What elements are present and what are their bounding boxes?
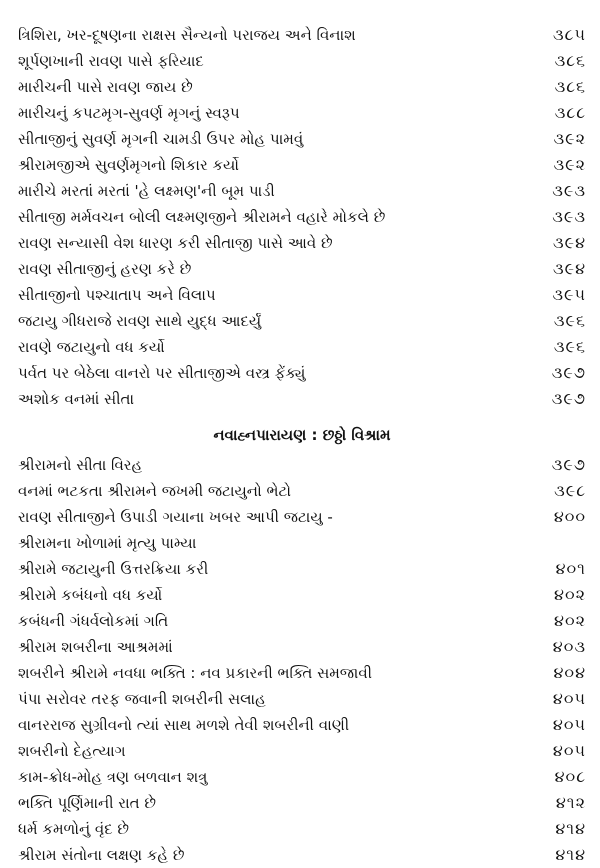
entry-page-number: ૩૯૩ xyxy=(552,181,586,200)
section-heading: નવાહ્નપારાયણ : છઠ્ઠો વિશ્રામ xyxy=(213,426,391,444)
entry-title: શબરીનો દેહત્યાગ xyxy=(18,742,126,760)
entry-title: પર્વત પર બેઠેલા વાનરો પર સીતાજીએ વસ્ત્ર ફેંક્યું xyxy=(18,364,306,382)
entry-title: ધર્મ કમળોનું વૃંદ છે xyxy=(18,820,130,838)
contents-entry xyxy=(18,282,586,308)
contents-entry xyxy=(18,152,586,178)
contents-entry xyxy=(18,660,586,686)
entry-title: રાવણ સીતાજીને ઉપાડી ગયાના ખબર આપી જટાયુ - xyxy=(18,508,333,526)
contents-entry xyxy=(18,556,586,582)
contents-list-section-1 xyxy=(18,22,586,412)
entry-title: કબંધની ગંધર્વલોકમાં ગતિ xyxy=(18,612,169,630)
entry-title: શ્રીરામે જટાયુની ઉત્તરક્રિયા કરી xyxy=(18,560,209,578)
contents-entry xyxy=(18,452,586,478)
entry-page-number: ૩૮૬ xyxy=(554,77,586,96)
entry-page-number: ૩૯૮ xyxy=(554,481,586,500)
entry-page-number: ૪૦૩ xyxy=(552,637,586,656)
contents-entry xyxy=(18,22,586,48)
contents-entry xyxy=(18,842,586,868)
entry-title: ભક્તિ પૂર્ણિમાની રાત છે xyxy=(18,794,156,812)
entry-page-number: ૪૦૫ xyxy=(552,741,586,760)
entry-title: શ્રીરામે કબંધનો વધ કર્યો xyxy=(18,586,163,604)
entry-title: મારીચનું કપટમૃગ-સુવર્ણ મૃગનું સ્વરૂપ xyxy=(18,104,240,122)
contents-entry xyxy=(18,712,586,738)
contents-entry xyxy=(18,386,586,412)
entry-title: ત્રિશિરા, ખર-દૂષણના રાક્ષસ સૈન્યનો પરાજય અને વિનાશ xyxy=(18,26,356,44)
entry-page-number: ૪૦૮ xyxy=(554,767,586,786)
contents-list-section-2 xyxy=(18,452,586,868)
contents-entry xyxy=(18,634,586,660)
entry-title: શ્રીરામનો સીતા વિરહ xyxy=(18,456,143,474)
entry-title: વાનરરાજ સુગ્રીવનો ત્યાં સાથ મળશે તેવી શબરીની વાણી xyxy=(18,716,350,734)
contents-entry xyxy=(18,360,586,386)
entry-page-number: ૩૯૪ xyxy=(552,233,586,252)
entry-title: મારીચે મરતાં મરતાં 'હે લક્ષ્મણ'ની બૂમ પાડી xyxy=(18,182,275,200)
entry-page-number: ૩૯૩ xyxy=(552,207,586,226)
entry-page-number: ૩૯૬ xyxy=(553,337,586,356)
entry-title: રાવણ સન્યાસી વેશ ધારણ કરી સીતાજી પાસે આવે છે xyxy=(18,234,333,252)
contents-entry xyxy=(18,504,586,530)
entry-title: શૂર્પણખાની રાવણ પાસે ફરિયાદ xyxy=(18,52,204,70)
entry-title: વનમાં ભટકતા શ્રીરામને જખમી જટાયુનો ભેટો xyxy=(18,482,291,500)
contents-entry xyxy=(18,204,586,230)
entry-page-number: ૪૦૪ xyxy=(553,663,586,682)
entry-page-number: ૪૦૫ xyxy=(552,689,586,708)
entry-title: સીતાજીનો પશ્ચાતાપ અને વિલાપ xyxy=(18,286,216,304)
contents-entry xyxy=(18,230,586,256)
entry-title: શ્રીરામજીએ સુવર્ણમૃગનો શિકાર કર્યો xyxy=(18,156,239,174)
contents-entry xyxy=(18,334,586,360)
entry-title: સીતાજીનું સુવર્ણ મૃગની ચામડી ઉપર મોહ પામવું xyxy=(18,130,304,148)
entry-page-number: ૩૯૫ xyxy=(552,285,586,304)
contents-entry xyxy=(18,100,586,126)
entry-page-number: ૩૯૪ xyxy=(552,259,586,278)
contents-entry xyxy=(18,178,586,204)
entry-page-number: ૩૯૭ xyxy=(551,389,586,408)
contents-entry xyxy=(18,686,586,712)
contents-entry xyxy=(18,48,586,74)
contents-entry xyxy=(18,790,586,816)
entry-title: કામ-ક્રોધ-મોહ ત્રણ બળવાન શત્રુ xyxy=(18,768,208,786)
entry-title: રાવણે જટાયુનો વધ કર્યો xyxy=(18,338,165,356)
entry-page-number: ૪૧૪ xyxy=(555,819,586,838)
entry-page-number: ૪૧૪ xyxy=(555,845,586,864)
entry-page-number: ૩૯૭ xyxy=(551,363,586,382)
entry-title: રાવણ સીતાજીનું હરણ કરે છે xyxy=(18,260,192,278)
entry-title: શબરીને શ્રીરામે નવધા ભક્તિ : નવ પ્રકારની ભક્તિ સમજાવી xyxy=(18,664,372,682)
entry-page-number: ૪૦૧ xyxy=(555,559,586,578)
contents-entry xyxy=(18,256,586,282)
entry-page-number: ૩૯૬ xyxy=(553,311,586,330)
entry-title: શ્રીરામ શબરીના આશ્રમમાં xyxy=(18,638,173,656)
entry-page-number: ૩૯૨ xyxy=(553,155,586,174)
entry-page-number: ૩૯૭ xyxy=(551,455,586,474)
entry-title: શ્રીરામના ખોળામાં મૃત્યુ પામ્યા xyxy=(18,534,197,552)
entry-title: શ્રીરામ સંતોના લક્ષણ કહે છે xyxy=(18,846,185,864)
entry-page-number: ૪૦૨ xyxy=(554,585,586,604)
entry-page-number: ૪૧૨ xyxy=(555,793,586,812)
entry-title: અશોક વનમાં સીતા xyxy=(18,390,135,408)
entry-title: જટાયુ ગીધરાજે રાવણ સાથે યુદ્ધ આદર્યું xyxy=(18,312,262,330)
entry-page-number: ૩૮૬ xyxy=(554,51,586,70)
entry-page-number: ૩૮૫ xyxy=(553,25,586,44)
entry-page-number: ૪૦૫ xyxy=(552,715,586,734)
entry-page-number: ૪૦૨ xyxy=(554,611,586,630)
contents-entry xyxy=(18,74,586,100)
entry-title: સીતાજી મર્મવચન બોલી લક્ષ્મણજીને શ્રીરામને વહારે મોકલે છે xyxy=(18,208,386,226)
contents-entry xyxy=(18,126,586,152)
entry-title: પંપા સરોવર તરફ જવાની શબરીની સલાહ xyxy=(18,690,266,708)
contents-entry xyxy=(18,478,586,504)
contents-entry xyxy=(18,530,586,556)
entry-page-number: ૩૯૨ xyxy=(553,129,586,148)
contents-entry xyxy=(18,764,586,790)
entry-title: મારીચની પાસે રાવણ જાય છે xyxy=(18,78,193,96)
contents-entry xyxy=(18,816,586,842)
contents-entry xyxy=(18,582,586,608)
contents-entry xyxy=(18,738,586,764)
contents-entry xyxy=(18,308,586,334)
entry-page-number: ૪૦૦ xyxy=(553,507,586,526)
entry-page-number: ૩૮૮ xyxy=(554,103,586,122)
contents-entry xyxy=(18,608,586,634)
